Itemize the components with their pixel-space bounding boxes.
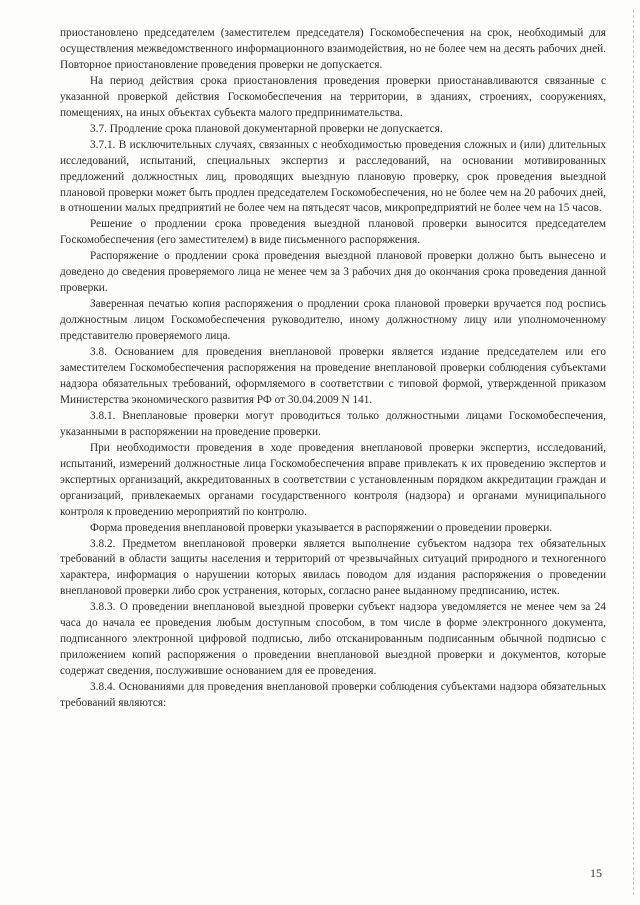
paragraph-certified-copy: Заверенная печатью копия распоряжения о продлении срока плановой проверки вручается под роспись должностным лицом Госкомобеспечения руководителю, иному должностному лицу или уполномоченному представителю проверяемого лица. xyxy=(60,298,606,343)
paragraph-3-7: 3.7. Продление срока плановой документарной проверки не допускается. xyxy=(90,122,443,135)
paragraph-extension-order: Распоряжение о продлении срока проведения выездной плановой проверки должно быть вынесено и доведено до сведения проверяемого лица не менее чем за 3 рабочих дня до окончания срока проведения данной проверки. xyxy=(60,250,606,295)
scan-edge-dashes xyxy=(633,10,634,895)
paragraph-extension-decision: Решение о продлении срока проведения выездной плановой проверки выносится председателем Госкомобеспечения (его заместителем) в виде письменного распоряжения. xyxy=(60,218,606,247)
paragraph-3-8-1: 3.8.1. Внеплановые проверки могут проводиться только должностными лицами Госкомобеспечения, указанными в распоряжении на проведение проверки. xyxy=(60,409,606,438)
paragraph-3-8-3: 3.8.3. О проведении внеплановой выездной проверки субъект надзора уведомляется не менее чем за 24 часа до начала ее проведения любым доступным способом, в том числе в форме электронного документа, подписанного электронной цифровой подписью, либо отсканированным подписанным обычной подписью с приложением копий распоряжения о проведении внеплановой выездной проверки и документов, которые содержат сведения, послужившие основанием для ее проведения. xyxy=(60,601,606,678)
paragraph-continuation: приостановлено председателем (заместителем председателя) Госкомобеспечения на срок, необходимый для осуществления межведомственного информационного взаимодействия, но не более чем на десять рабочих дней. Повторное приостановление проведения проверки не допускается. xyxy=(60,27,606,71)
paragraph-suspension-period: На период действия срока приостановления проведения проверки приостанавливаются связанные с указанной проверкой действия Госкомобеспечения на территории, в зданиях, строениях, сооружениях, помещениях, на иных объектах субъекта малого предпринимательства. xyxy=(60,74,606,119)
paragraph-experts: При необходимости проведения в ходе проведения внеплановой проверки экспертиз, исследований, испытаний, измерений должностные лица Госкомобеспечения вправе привлекать к их проведению экспертов и экспертных организаций, аккредитованных в соответствии с установленным порядком аккредитации граждан и организаций, привлекаемых органами государственного контроля (надзора) и органами муниципального контроля к проведению мероприятий по контролю. xyxy=(60,441,606,518)
document-body xyxy=(60,26,606,712)
paragraph-3-8-2: 3.8.2. Предметом внеплановой проверки является выполнение субъектом надзора тех обязательных требований в области защиты населения и территорий от чрезвычайных ситуаций природного и техногенного характера, информация о нарушении которых явилась поводом для издания распоряжения о проведении внеплановой проверки либо срок устранения, которых, согласно ранее выданному предписанию, истек. xyxy=(60,537,606,598)
paragraph-3-8: 3.8. Основанием для проведения внеплановой проверки является издание председателем или его заместителем Госкомобеспечения распоряжения на проведение внеплановой проверки соблюдения субъектами надзора обязательных требований, оформляемого в соответствии с типовой формой, утвержденной приказом Министерства экономического развития РФ от 30.04.2009 N 141. xyxy=(60,346,606,406)
paragraph-3-8-4: 3.8.4. Основаниями для проведения внеплановой проверки соблюдения субъектами надзора обязательных требований являются: xyxy=(60,681,606,710)
paragraph-3-7-1: 3.7.1. В исключительных случаях, связанных с необходимостью проведения сложных и (или) длительных исследований, испытаний, специальных экспертиз и расследований, на основании мотивированных предложений должностных лиц, проводящих выездную плановую проверку, срок проведения выездной плановой проверки может быть продлен председателем Госкомобеспечения, но не более чем на 20 рабочих дней, в отношении малых предприятий не более чем на пятьдесят часов, микропредприятий не более чем на 15 часов. xyxy=(60,138,606,215)
paragraph-inspection-form: Форма проведения внеплановой проверки указывается в распоряжении о проведении проверки. xyxy=(90,521,553,534)
page-number: 15 xyxy=(590,866,602,880)
